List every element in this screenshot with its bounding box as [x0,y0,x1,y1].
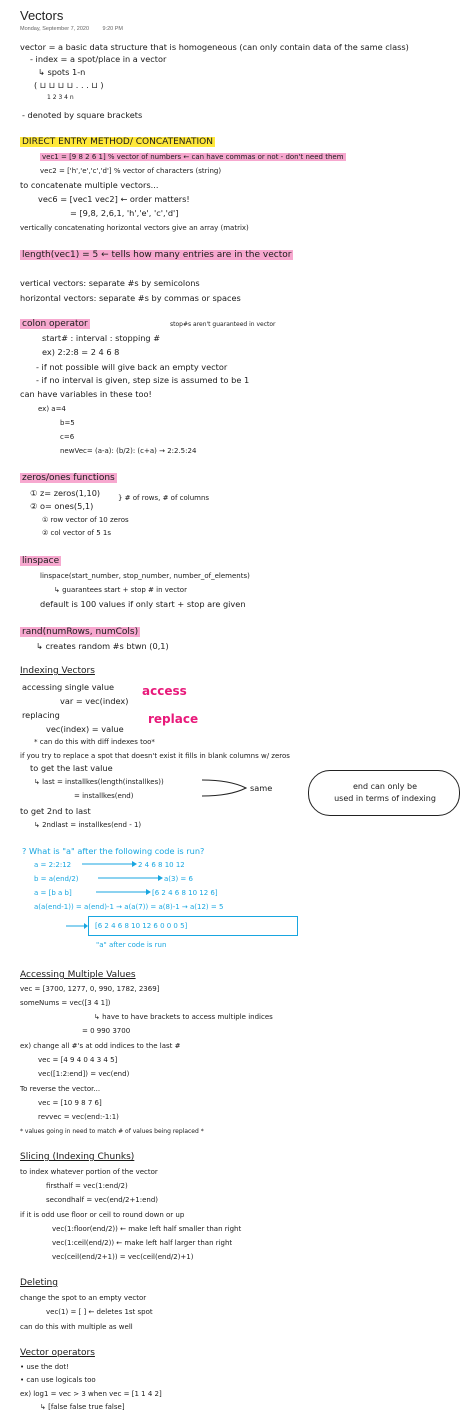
rows-cols-brace: } # of rows, # of columns [118,494,210,502]
vertical-vectors-note: vertical vectors: separate #s by semicolons [20,278,200,288]
access-label: access [142,684,187,698]
bubble-line-2: used in terms of indexing [334,794,436,803]
multi-vec-line: vec = [3700, 1277, 0, 990, 1782, 2369] [20,985,160,993]
colon-example: ex) 2:2:8 = 2 4 6 8 [42,347,120,357]
logical-result: ↳ [false false true false] [40,1403,125,1411]
replace-syntax: vec(index) = value [46,724,124,734]
length-line: length(vec1) = 5 ← tells how many entries are in the vector [22,250,292,260]
colon-syntax: start# : interval : stopping # [42,333,161,343]
odd-assign-line: vec([1:2:end]) = vec(end) [38,1070,130,1078]
var-c: c=6 [60,433,75,441]
same-label: same [250,783,273,793]
diff-indexes-note: * can do this with diff indexes too* [34,738,155,746]
variables-note: can have variables in these too! [20,389,152,399]
vec1-line: vec1 = [9 8 2 6 1] % vector of numbers ← can have commas or not - don't need them [42,153,344,161]
page-title: Vectors [20,8,64,23]
replacing-label: replacing [22,710,60,720]
fill-zeros-note: if you try to replace a spot that doesn't exist it fills in blank columns w/ zeros [20,752,290,760]
accessing-label: accessing single value [22,682,115,692]
odd-vec-line: vec = [4 9 4 0 4 3 4 5] [38,1056,118,1064]
vector-definition: vector = a basic data structure that is homogeneous (can only contain data of the same class) [20,42,409,52]
vec2-line: vec2 = ['h','e','c','d'] % vector of characters (string) [40,167,222,175]
rand-heading: rand(numRows, numCols) [22,627,139,637]
q-a-assign: a = 2:2:12 [34,861,72,869]
vec6-result: = [9,8, 2,6,1, 'h','e', 'c','d'] [70,208,179,218]
logicals-note: • can use logicals too [20,1376,96,1384]
access-syntax: var = vec(index) [60,696,129,706]
firsthalf-line: firsthalf = vec(1:end/2) [46,1182,128,1190]
odd-round-note: if it is odd use floor or ceil to round down or up [20,1211,185,1219]
linspace-heading: linspace [22,556,60,566]
answer-box [88,916,298,936]
ones-call: ② o= ones(5,1) [30,501,94,511]
delete-multiple-note: can do this with multiple as well [20,1323,133,1331]
last-value-label: to get the last value [30,763,113,773]
question-line: ? What is "a" after the following code is run? [22,846,205,856]
q-final-step: a(a(end-1)) = a(end)-1 → a(a(7)) = a(8)-1 → a(12) = 5 [34,903,224,911]
dot-note: • use the dot! [20,1363,69,1371]
rand-desc: ↳ creates random #s btwn (0,1) [36,641,169,651]
q-b-assign: b = a(end/2) [34,875,79,883]
step-size-note: - if no interval is given, step size is assumed to be 1 [36,375,250,385]
newvec-line: newVec= (a-a): (b/2): (c+a) → 2:2.5:24 [60,447,197,455]
floor-line: vec(1:floor(end/2)) ← make left half smaller than right [52,1225,242,1233]
match-values-note: * values going in need to match # of values being replaced * [20,1128,204,1135]
vec6-line: vec6 = [vec1 vec2] ← order matters! [38,194,190,204]
colon-heading: colon operator [22,319,88,329]
ones-desc: ② col vector of 5 1s [42,529,111,537]
q-a-concat-result: [6 2 4 6 8 10 12 6] [152,889,218,897]
slot-numbers: 1 2 3 4 n [47,94,74,101]
direct-entry-heading: DIRECT ENTRY METHOD/ CONCATENATION [22,137,213,147]
date-text: Monday, September 7, 2020 [20,26,89,32]
bubble-line-1: end can only be [353,782,417,791]
last-end-line: = installkes(end) [74,792,134,800]
linspace-guarantee: ↳ guarantees start + stop # in vector [54,586,187,594]
ceil-equal-line: vec(ceil(end/2+1)) = vec(ceil(end/2)+1) [52,1253,194,1261]
somenums-line: someNums = vec([3 4 1]) [20,999,111,1007]
q-b-result: a(3) = 6 [164,875,193,883]
var-a: ex) a=4 [38,405,66,413]
answer-caption: "a" after code is run [96,941,167,949]
var-b: b=5 [60,419,75,427]
secondhalf-line: secondhalf = vec(end/2+1:end) [46,1196,159,1204]
last-length-line: ↳ last = installkes(length(installkes)) [34,778,164,786]
reverse-vec-line: vec = [10 9 8 7 6] [38,1099,102,1107]
slicing-heading: Slicing (Indexing Chunks) [20,1152,135,1162]
delete-desc: change the spot to an empty vector [20,1294,147,1302]
odd-indices-note: ex) change all #'s at odd indices to the last # [20,1042,181,1050]
zeros-call: ① z= zeros(1,10) [30,488,101,498]
zeros-ones-heading: zeros/ones functions [22,473,115,483]
ceil-line: vec(1:ceil(end/2)) ← make left half larger than right [52,1239,233,1247]
somenums-result: = 0 990 3700 [82,1027,131,1035]
slots-diagram: ( ⊔ ⊔ ⊔ ⊔ . . . ⊔ ) [34,80,104,90]
vertical-concat-note: vertically concatenating horizontal vectors give an array (matrix) [20,224,249,232]
brackets-required-note: ↳ have to have brackets to access multiple indices [94,1013,273,1021]
horizontal-vectors-note: horizontal vectors: separate #s by commas or spaces [20,293,241,303]
operators-heading: Vector operators [20,1348,95,1358]
answer-vector: [6 2 4 6 8 10 12 6 0 0 0 5] [95,922,188,930]
concat-note: to concatenate multiple vectors... [20,180,159,190]
linspace-default: default is 100 values if only start + stop are given [40,599,246,609]
reverse-label: To reverse the vector... [20,1085,101,1093]
revvec-line: revvec = vec(end:-1:1) [38,1113,119,1121]
index-definition: - index = a spot/place in a vector [30,54,167,64]
zeros-desc: ① row vector of 10 zeros [42,516,129,524]
q-a-concat: a = [b a b] [34,889,72,897]
logical-example: ex) log1 = vec > 3 when vec = [1 1 4 2] [20,1390,162,1398]
q-a-result: 2 4 6 8 10 12 [138,861,185,869]
spots-note: ↳ spots 1-n [38,67,86,77]
multi-values-heading: Accessing Multiple Values [20,970,136,980]
deleting-heading: Deleting [20,1278,58,1288]
second-last-label: to get 2nd to last [20,806,91,816]
indexing-heading: Indexing Vectors [20,666,95,676]
delete-example: vec(1) = [ ] ← deletes 1st spot [46,1308,153,1316]
second-last-line: ↳ 2ndlast = installkes(end - 1) [34,821,142,829]
stop-note: stop#s aren't guaranteed in vector [170,321,276,328]
time-text: 9:20 PM [102,26,124,32]
slicing-desc: to index whatever portion of the vector [20,1168,158,1176]
brackets-note: - denoted by square brackets [22,110,143,120]
linspace-syntax: linspace(start_number, stop_number, number_of_elements) [40,572,250,580]
empty-vector-note: - if not possible will give back an empty vector [36,362,228,372]
replace-label: replace [148,712,199,726]
